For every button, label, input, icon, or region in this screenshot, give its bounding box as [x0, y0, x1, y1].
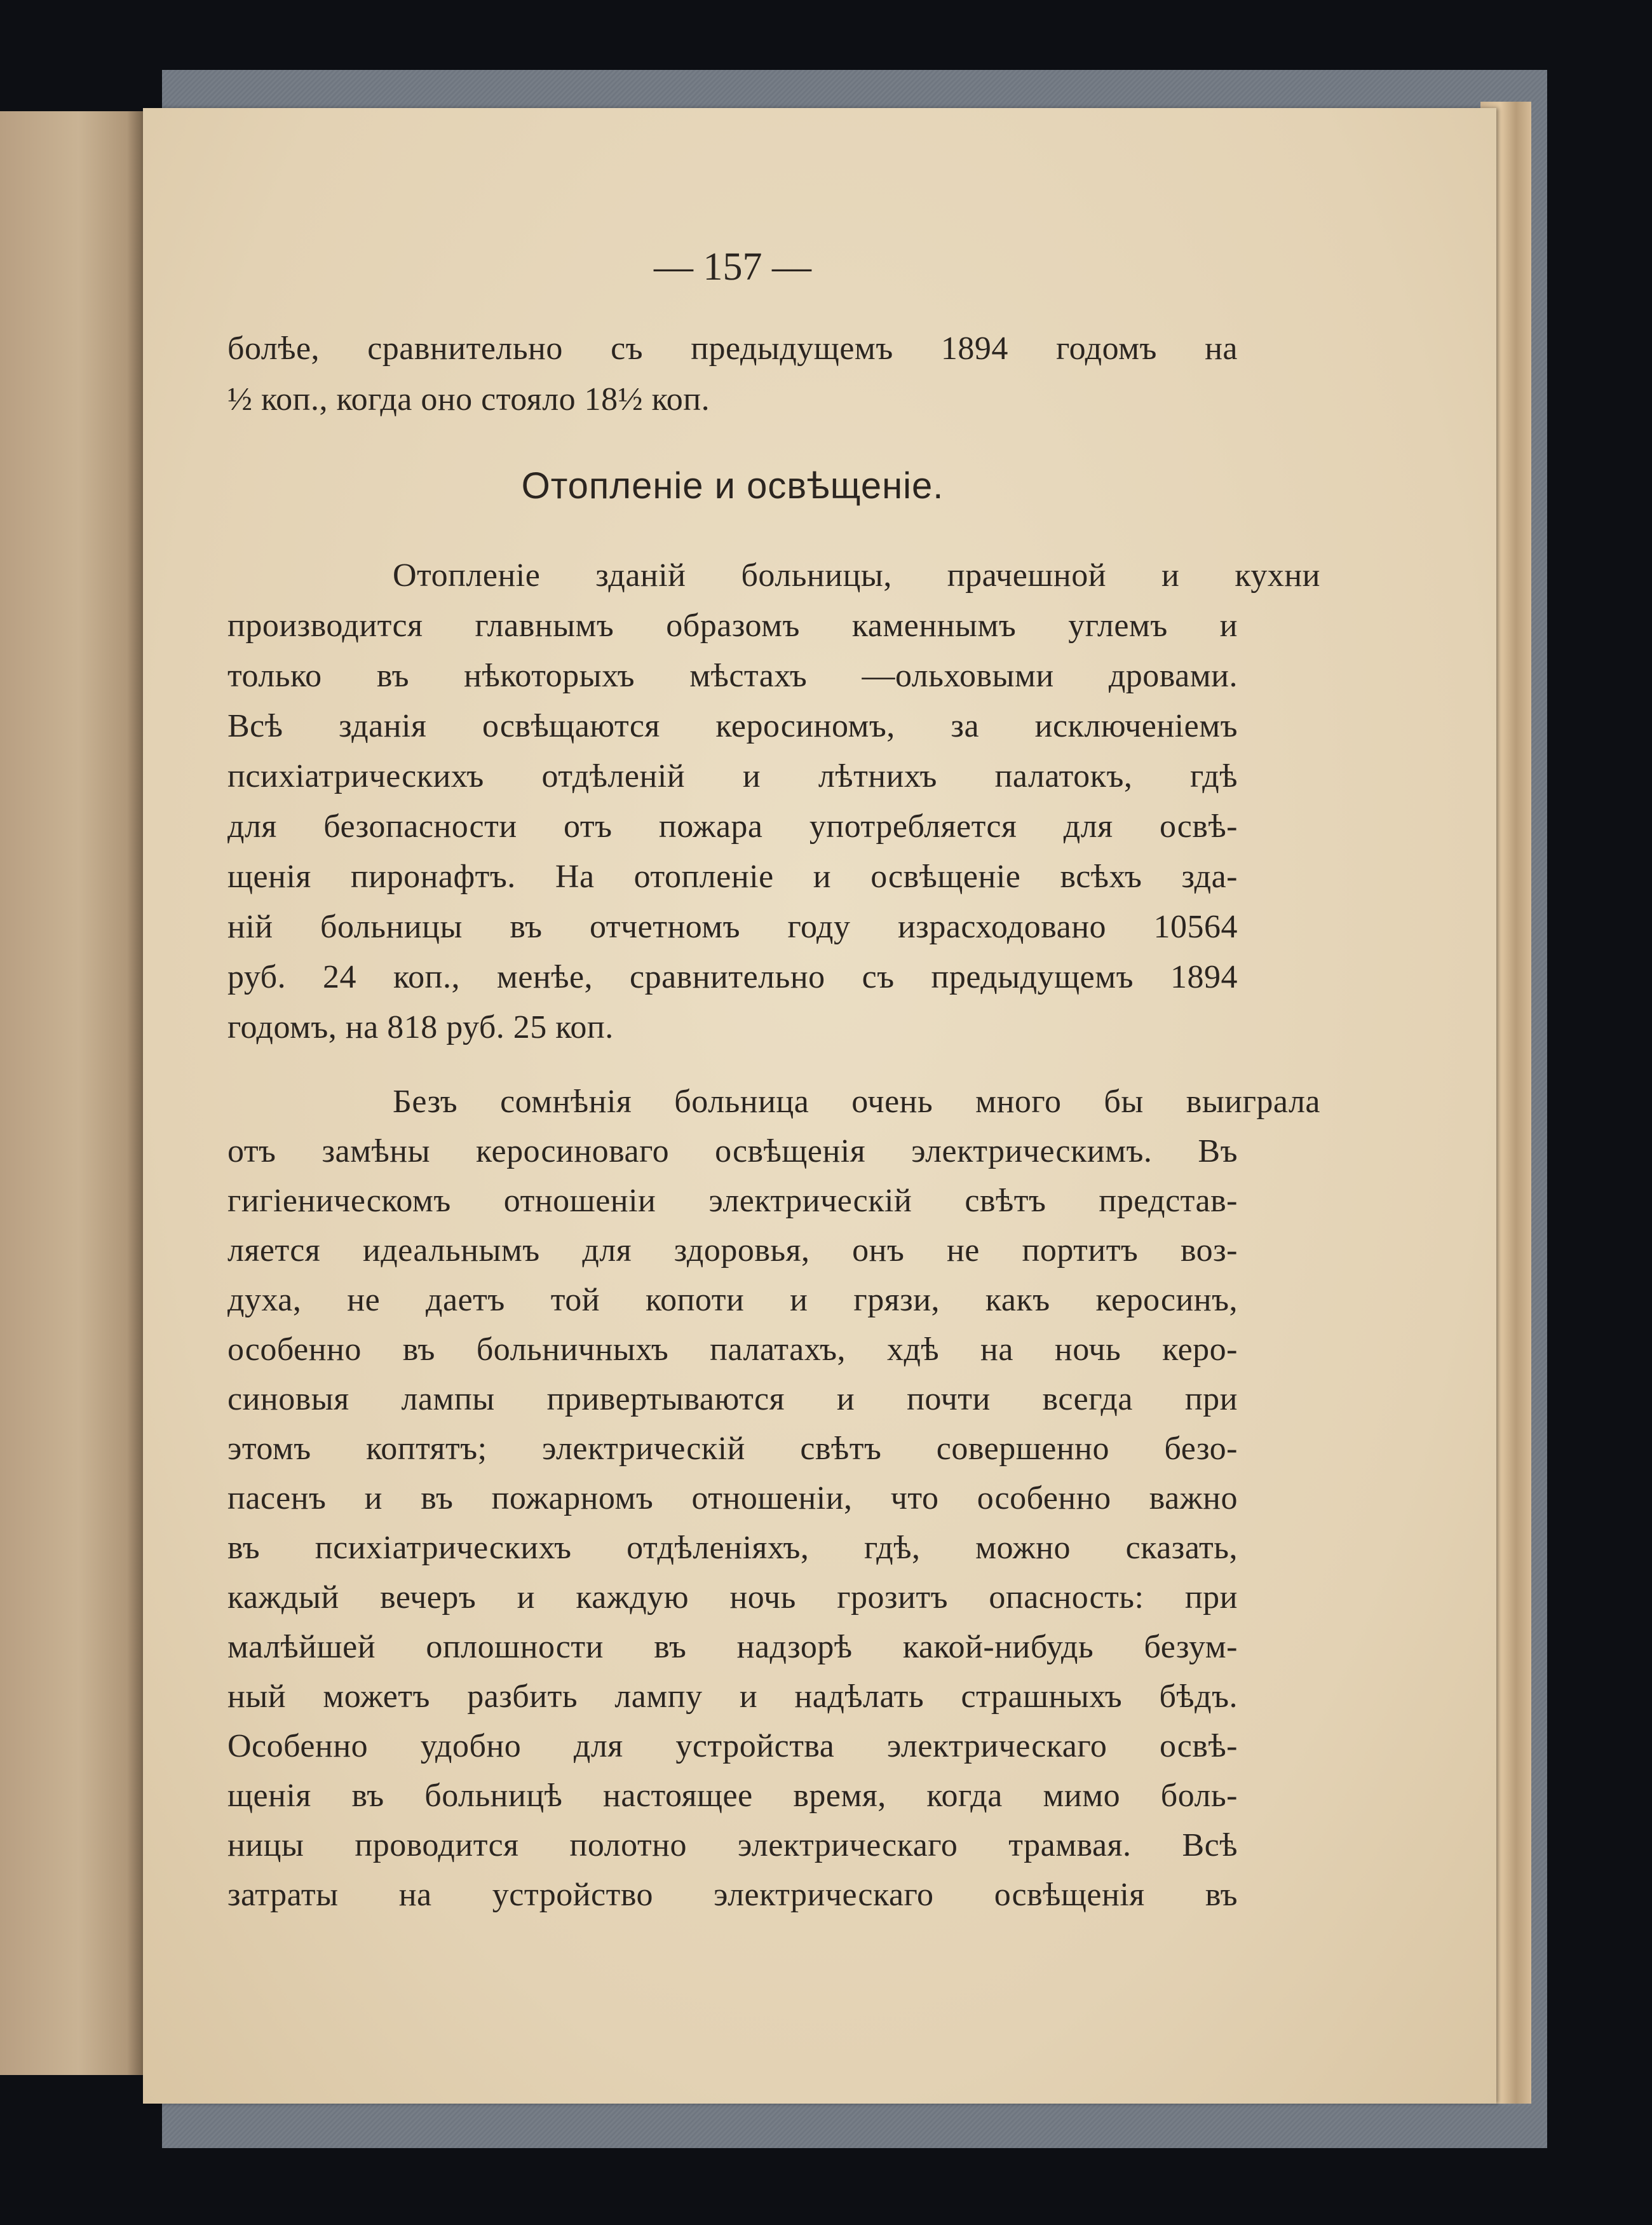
- text-line: этомъ коптятъ; электрическій свѣтъ совершенно безо-: [227, 1431, 1238, 1467]
- text-line: малѣйшей оплошности въ надзорѣ какой-нибудь безум-: [227, 1629, 1238, 1665]
- text-line: годомъ, на 818 руб. 25 коп.: [227, 1009, 614, 1045]
- text-line: Особенно удобно для устройства электрическаго освѣ-: [227, 1728, 1238, 1764]
- left-page-edge: [0, 111, 143, 2075]
- text-line: каждый вечеръ и каждую ночь грозитъ опасность: при: [227, 1579, 1238, 1616]
- text-line: въ психіатрическихъ отдѣленіяхъ, гдѣ, можно сказать,: [227, 1530, 1238, 1566]
- text-line: психіатрическихъ отдѣленій и лѣтнихъ палатокъ, гдѣ: [227, 758, 1238, 794]
- text-line: щенія въ больницѣ настоящее время, когда мимо боль-: [227, 1778, 1238, 1814]
- text-line: ляется идеальнымъ для здоровья, онъ не портитъ воз-: [227, 1232, 1238, 1269]
- text-line: ½ коп., когда оно стояло 18½ коп.: [227, 381, 710, 418]
- text-line: Безъ сомнѣнія больница очень много бы выиграла: [393, 1084, 1320, 1120]
- text-line: для безопасности отъ пожара употребляется для освѣ-: [227, 808, 1238, 845]
- text-line: синовыя лампы привертываются и почти всегда при: [227, 1381, 1238, 1417]
- text-line: ницы проводится полотно электрическаго трамвая. Всѣ: [227, 1827, 1238, 1863]
- text-line: пасенъ и въ пожарномъ отношеніи, что особенно важно: [227, 1480, 1238, 1516]
- text-line: духа, не даетъ той копоти и грязи, какъ керосинъ,: [227, 1282, 1238, 1318]
- text-line: затраты на устройство электрическаго освѣщенія въ: [227, 1877, 1238, 1913]
- text-line: только въ нѣкоторыхъ мѣстахъ —ольховыми дровами.: [227, 658, 1238, 694]
- text-line: особенно въ больничныхъ палатахъ, хдѣ на ночь керо-: [227, 1331, 1238, 1368]
- text-line: Всѣ зданія освѣщаются керосиномъ, за исключеніемъ: [227, 708, 1238, 744]
- text-line: гигіеническомъ отношеніи электрическій свѣтъ представ-: [227, 1183, 1238, 1219]
- section-heading: Отопленіе и освѣщеніе.: [521, 465, 944, 507]
- text-line: ній больницы въ отчетномъ году израсходовано 10564: [227, 909, 1238, 945]
- text-line: болѣе, сравнительно съ предыдущемъ 1894 годомъ на: [227, 330, 1238, 367]
- text-line: производится главнымъ образомъ каменнымъ углемъ и: [227, 608, 1238, 644]
- text-line: отъ замѣны керосиноваго освѣщенія электрическимъ. Въ: [227, 1133, 1238, 1169]
- text-line: руб. 24 коп., менѣе, сравнительно съ предыдущемъ 1894: [227, 959, 1238, 995]
- text-line: ный можетъ разбить лампу и надѣлать страшныхъ бѣдъ.: [227, 1678, 1238, 1715]
- text-line: щенія пиронафтъ. На отопленіе и освѣщеніе всѣхъ зда-: [227, 859, 1238, 895]
- page-number: — 157 —: [654, 245, 811, 289]
- text-line: Отопленіе зданій больницы, прачешной и кухни: [393, 557, 1320, 594]
